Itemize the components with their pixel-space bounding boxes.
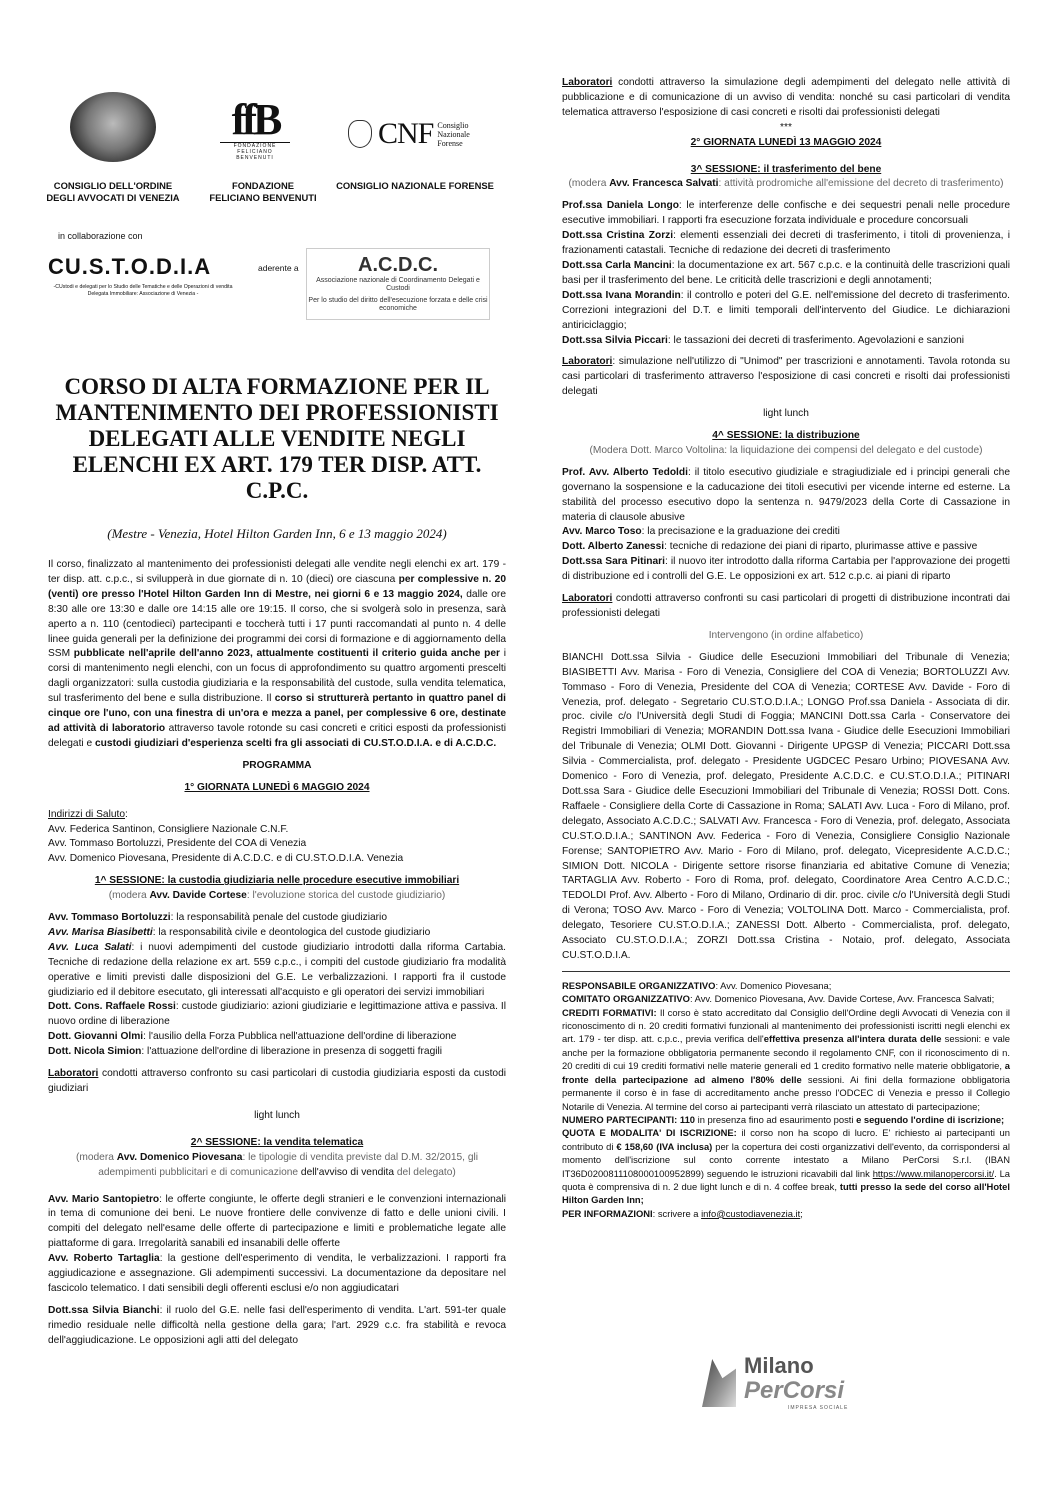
custodia-name: CU.S.T.O.D.I.A (48, 254, 212, 279)
left-column (46, 70, 507, 1346)
milano-percorsi-logo (702, 1347, 882, 1417)
collab-label: in collaborazione con (58, 231, 143, 241)
day1-heading: 1° GIORNATA LUNEDÌ 6 MAGGIO 2024 (184, 781, 370, 793)
org-coa-venezia: CONSIGLIO DELL'ORDINE DEGLI AVVOCATI DI VENEZIA (46, 180, 180, 203)
aderente-label: aderente a (258, 263, 299, 273)
separator-stars: *** (780, 121, 792, 133)
info-contatti: PER INFORMAZIONI: scrivere a info@custodiavenezia.it; (562, 1207, 803, 1219)
mpc-text3: IMPRESA SOCIALE (788, 1405, 849, 1411)
left-body (48, 558, 506, 1349)
info-comitato: COMITATO ORGANIZZATIVO: Avv. Domenico Piovesana, Avv. Davide Cortese, Avv. Francesca Salvati; (562, 993, 995, 1005)
programma-heading: PROGRAMMA (242, 759, 312, 771)
session2-title: 2^ SESSIONE: la vendita telematica (190, 1136, 364, 1148)
custodia-tag: -CUstodi e delegati per lo Studio delle Tematiche e delle Operazioni di vendita Delegata Immobiliare: Associazione di Venezia - (53, 284, 233, 297)
session1-title: 1^ SESSIONE: la custodia giudiziaria nelle procedure esecutive immobiliari (94, 875, 460, 887)
session3-moderator: (modera Avv. Francesca Salvati: attività prodromiche all'emissione del decreto di trasferimento) (568, 178, 1004, 190)
lab-item: Laboratori condotti attraverso confronto su casi particolari di custodia giudiziaria esposti da custodi giudiziari (48, 1068, 506, 1094)
speaker-item: Dott.ssa Carla Mancini: la documentazione ex art. 567 c.p.c. e la continuità delle trascrizioni quali basi per il trasferimento del bene. Le criticità delle trascrizioni e degli annotamenti; (562, 259, 1010, 286)
divider (562, 971, 1010, 972)
info-resp: RESPONSABILE ORGANIZZATIVO: Avv. Domenico Piovesana; (562, 979, 832, 991)
info-partecipanti: NUMERO PARTECIPANTI: 110 in presenza fino ad esaurimento posti e seguendo l'ordine di iscrizione; (562, 1113, 1005, 1125)
venice-bar-seal-icon (70, 92, 156, 162)
right-column (562, 76, 1010, 1220)
speaker-item: Dott.ssa Ivana Morandin: il controllo e poteri del G.E. nell'emissione del decreto di trasferimento. Correzioni integrazioni del D.T. e limiti temporali dell'intervento del Giudice. Le dichiarazioni antiriciclaggio; (562, 289, 1010, 331)
saluti-line: Avv. Federica Santinon, Consigliere Nazionale C.N.F. (48, 823, 289, 835)
day2-heading: 2° GIORNATA LUNEDÌ 13 MAGGIO 2024 (690, 136, 882, 148)
speaker-item: Avv. Mario Santopietro: le offerte congiunte, le offerte degli stranieri e le convenzioni internazionali in tema di comunione dei beni. Le nuove frontiere delle convivenze di fatto e delle unioni civili. I compiti del delegato nell'esame delle offerte di partecipazione e limiti e problematiche legate alle piattaforme di gara. Irregolarità sanabili ed insanabili delle offerte (48, 1193, 506, 1250)
page-subtitle: (Mestre - Venezia, Hotel Hilton Garden Inn, 6 e 13 maggio 2024) (107, 526, 447, 541)
saluti-line: Avv. Tommaso Bortoluzzi, Presidente del COA di Venezia (48, 838, 307, 850)
speaker-item: Avv. Marisa Biasibetti: la responsabilità civile e deontologica del custode giudiziario (48, 926, 431, 938)
acdc-name: A.C.D.C. (358, 254, 438, 276)
speaker-item: Avv. Luca Salati: i nuovi adempimenti del custode giudiziario introdotti dalla riforma Cartabia. Tecniche di redazione della relazione ex art. 559 c.p.c., i compiti del custode giudiziario fra modalità operative e limiti previsti dalle disposizioni del G.E. Le verbalizzazioni. I rapporti fra il custode giudiziario ed il debitore esecutato, gli interessati all'acquisto e gli operatori dei servizi immobiliari (48, 941, 507, 998)
speaker-item: Prof.ssa Daniela Longo: le interferenze delle confische e dei sequestri penali nelle procedure esecutive immobiliari. I rapporti fra esecuzione forzata individuale e procedure concorsuali (562, 200, 1011, 227)
lab-item: Laboratori condotti attraverso la simulazione degli adempimenti del delegato nelle attività di pubblicazione e di comunicazione di un avviso di vendita: nonché su casi particolari di vendita telematica attraverso l'esposizione di casi concreti e risolti dai professionisti delegati (562, 77, 1010, 118)
session4-moderator: (Modera Dott. Marco Voltolina: la liquidazione dei compensi del delegato e del custode) (589, 444, 983, 456)
ffb-sub: FONDAZIONE FELICIANO BENVENUTI (220, 142, 290, 161)
acdc-sub2: Per lo studio del diritto dell'esecuzione forzata e delle crisi economiche (308, 297, 488, 312)
session2-moderator: (modera Avv. Domenico Piovesana: le tipologie di vendita previste dal D.M. 32/2015, gli adempimenti pubblicitari e di comunicazione dell'avviso di vendita del delegato) (75, 1151, 479, 1178)
session3-title: 3^ SESSIONE: il trasferimento del bene (690, 163, 882, 175)
cnf-mark: CNF (378, 117, 434, 150)
speaker-item: Dott. Nicola Simion: l'attuazione dell'ordine di liberazione in presenza di soggetti fragili (48, 1046, 443, 1058)
cnf-emblem-icon (348, 120, 372, 148)
ffb-mark: ffB (231, 95, 279, 144)
email-link[interactable]: info@custodiavenezia.it (701, 1207, 801, 1219)
info-crediti: CREDITI FORMATIVI: Il corso è stato accreditato dal Consiglio dell'Ordine degli Avvocati di Venezia con il riconoscimento di n. 20 crediti formativi funzionali al mantenimento dei professionisti iscritti negli elenchi ex art. 179 - ter disp. att. c.p.c., previa verifica dell'effettiva presenza all'intera durata delle sessioni: e vale anche per la formazione obbligatoria permanente secondo il regolamento CNF, con il riconoscimento di n. 20 crediti di cui 19 crediti formativi nelle materie generali ed 1 credito formativo nelle materie obbligatorie, a fronte della partecipazione ad almeno l'80% delle sessioni. Ai fini della formazione obbligatoria permanente il corso è in fase di accreditamento anche presso l'ODCEC di Venezia e presso il Collegio Notarile di Venezia. Al termine del corso ai partecipanti verrà rilasciato un attestato di partecipazione; (562, 1006, 1011, 1112)
acdc-logo (306, 248, 490, 320)
custodia-logo (48, 254, 238, 298)
speaker-item: Dott.ssa Sara Pitinari: il nuovo iter introdotto dalla riforma Cartabia per l'approvazione dei progetti di distribuzione ed i controlli del G.E. Le opposizioni ex art. 512 c.p.c. ai piani di riparto (562, 556, 1011, 583)
speaker-item: Dott.ssa Silvia Bianchi: il ruolo del G.E. nelle fasi dell'esperimento di vendita. L'art. 591-ter quale rimedio residuale nelle difficoltà nella gestione della gara; l'art. 2929 c.c. fra stabilità e revoca dell'aggiudicazione. Le opposizioni agli atti del delegato (48, 1304, 506, 1346)
page-title: CORSO DI ALTA FORMAZIONE PER IL MANTENIMENTO DEI PROFESSIONISTI DELEGATI ALLE VENDITE NEGLI ELENCHI EX ART. 179 TER DISP. ATT. C.P.C. (55, 374, 499, 503)
saluti-label: Indirizzi di Saluto: (48, 808, 128, 820)
lab-item: Laboratori condotti attraverso confronti su casi particolari di progetti di distribuzione incontrati dai professionisti delegati (562, 593, 1010, 619)
speaker-item: Dott. Alberto Zanessi: tecniche di redazione dei piani di riparto, plurimasse attive e passive (562, 541, 978, 553)
speaker-item: Dott.ssa Silvia Piccari: le tassazioni dei decreti di trasferimento. Agevolazioni e sanzioni (562, 334, 965, 346)
org-cnf: CONSIGLIO NAZIONALE FORENSE (336, 180, 494, 191)
info-quota: QUOTA E MODALITA' DI ISCRIZIONE: il corso non ha scopo di lucro. E' richiesto ai partecipanti un contributo di € 158,60 (IVA inclusa) per la copertura dei costi organizzativi dell'evento, da corrispondersi al momento dell'iscrizione sul conto corrente intestato a Milano PerCorsi S.r.l. (IBAN IT36D0200811108000100952899) seguendo le istruzioni ricavabili dal link https://www.milanopercorsi.it/. La quota è comprensiva di n. 2 due light lunch e di n. 4 coffee break, tutti presso la sede del corso all'Hotel Hilton Garden Inn; (562, 1127, 1011, 1206)
speaker-item: Prof. Avv. Alberto Tedoldi: il titolo esecutivo giudiziale e stragiudiziale ed i principi generali che governano la sospensione e la caducazione dei titoli esecutivi per vicende interne ed esterne. La stabilità del processo esecutivo dopo la sentenza n. 9479/2023 della Corte di Cassazione in materia di clausole abusive (562, 466, 1010, 523)
mpc-text1: Milano (744, 1353, 814, 1378)
speaker-item: Dott.ssa Cristina Zorzi: elementi essenziali dei decreti di trasferimento, i titoli di provenienza, i frazionamenti catastali. Tecniche di redazione dei decreti di trasferimento (562, 230, 1010, 257)
intro-paragraph: Il corso, finalizzato al mantenimento dei professionisti delegati alle vendite negli elenchi ex art. 179 - ter disp. att. c.p.c., si svilupperà in due giornate di n. 10 (dieci) ore ciascuna per complessive n. 20 (venti) ore presso l'Hotel Hilton Garden Inn di Mestre, nei giorni 6 e 13 maggio 2024, dalle ore 8:30 alle ore 13:30 e dalle ore 14:15 alle ore 19:15. Il corso, che si svolgerà solo in presenza, sarà aperto a n. 110 (centodieci) partecipanti e toccherà tutti i 17 punti raccomandati al punto n. 4 delle linee guida generali per la definizione dei programmi dei corsi di formazione e di aggiornamento della SSM pubblicate nell'aprile dell'anno 2023, attualmente costituenti il criterio guida anche per i corsi di mantenimento negli elenchi, con un focus di approfondimento su quattro argomenti prescelti dagli organizzatori: sulla custodia giudiziaria e la responsabilità del custode, sulla vendita telematica, sul trasferimento del bene e sulla distribuzione. Il corso si strutturerà pertanto in quattro panel di cinque ore l'uno, con una finestra di un'ora e mezza a panel, per complessive 6 ore, destinate ad attività di laboratorio attraverso tavole rotonde su casi concreti e critici esposti da professionisti delegati e custodi giudiziari d'esperienza scelti fra gli associati di CU.ST.O.D.I.A. e di A.C.D.C. (48, 559, 506, 749)
session1-moderator: (modera Avv. Davide Cortese: l'evoluzione storica del custode giudiziario) (108, 890, 446, 902)
lunch-label: light lunch (763, 408, 809, 420)
mpc-text2: PerCorsi (744, 1377, 845, 1404)
ffb-logo (220, 95, 290, 161)
saluti-line: Avv. Domenico Piovesana, Presidente di A.C.D.C. e di CU.ST.O.D.I.A. Venezia (48, 853, 404, 865)
speaker-item: Dott. Cons. Raffaele Rossi: custode giudiziario: azioni giudiziarie e legittimazione attiva e passiva. Il nuovo ordine di liberazione (48, 1001, 506, 1028)
cnf-small: Consiglio Nazionale Forense (437, 120, 470, 148)
cnf-logo (348, 114, 488, 154)
intervengono-title: Intervengono (in ordine alfabetico) (708, 629, 864, 641)
intervengono-list: BIANCHI Dott.ssa Silvia - Giudice delle Esecuzioni Immobiliari del Tribunale di Venezia; BIASIBETTI Avv. Marisa - Foro di Venezia, Consigliere del COA di Venezia; BORTOLUZZI Avv. Tommaso - Foro di Venezia, Presidente del COA di Venezia; CORTESE Avv. Davide - Foro di Venezia, prof. delegato - Segretario CU.ST.O.D.I.A.; LONGO Prof.ssa Daniela - Associata di dir. proc. civile c/o l'Università degli Studi di Foggia; MANCINI Dott.ssa Carla - Conservatore dei Registri Immobiliari di Venezia; MORANDIN Dott.ssa Ivana - Giudice delle Esecuzioni Immobiliari del Tribunale di Venezia; OLMI Dott. Giovanni - Dirigente UPGSP di Venezia; PICCARI Dott.ssa Silvia - Commercialista, prof. delegato - Presidente UGDCEC Pesaro Urbino; PIOVESANA Avv. Domenico - Foro di Venezia, prof. delegato, Presidente A.C.D.C. e CU.ST.O.D.I.A.; PITINARI Dott.ssa Sara - Giudice delle Esecuzioni Immobiliari del Tribunale di Venezia; ROSSI Dott. Cons. Raffaele - Consigliere della Corte di Cassazione in Roma; SALATI Avv. Luca - Foro di Milano, prof. delegato, Associato A.C.D.C.; SALVATI Avv. Francesca - Foro di Venezia, prof. delegato, Associata CU.ST.O.D.I.A.; SANTINON Avv. Federica - Foro di Venezia, Consigliere Consiglio Nazionale Forense; SANTOPIETRO Avv. Mario - Foro di Milano, prof. delegato, Vicepresidente A.C.D.C.; SIMION Dott. NICOLA - Dirigente settore risorse finanziaria ed abitative Comune di Venezia; TARTAGLIA Avv. Roberto - Foro di Roma, prof. delegato, Coordinatore Area Centro A.C.D.C.; TEDOLDI Prof. Avv. Alberto - Foro di Milano, Ordinario di dir. proc. civile c/o l'Università degli Studi di Verona; TOSO Avv. Marco - Foro di Venezia; VOLTOLINA Dott. Marco - Commercialista, prof. delegato, Tesoriere CU.ST.O.D.I.A.; ZANESSI Dott. Alberto - Commercialista, prof. delegato, Associato CU.ST.O.D.I.A.; ZORZI Dott.ssa Cristina - Notaio, prof. delegato, Associata CU.ST.O.D.I.A. (562, 651, 1010, 961)
speaker-item: Avv. Marco Toso: la precisazione e la graduazione dei crediti (562, 526, 840, 538)
lunch-label: light lunch (254, 1109, 300, 1121)
lab-item: Laboratori: simulazione nell'utilizzo di "Unimod" per trascrizioni e annotamenti. Tavola rotonda su casi particolari di trasferimento attraverso l'esposizione di casi concreti e risolti dai professionisti delegati (562, 356, 1010, 398)
acdc-sub: Associazione nazionale di Coordinamento Delegati e Custodi (316, 277, 480, 292)
speaker-item: Avv. Tommaso Bortoluzzi: la responsabilità penale del custode giudiziario (48, 912, 387, 924)
org-fondazione: FONDAZIONE FELICIANO BENVENUTI (209, 180, 317, 203)
session4-title: 4^ SESSIONE: la distribuzione (712, 430, 860, 442)
milanopercorsi-link[interactable]: https://www.milanopercorsi.it/ (872, 1167, 995, 1179)
speaker-item: Avv. Roberto Tartaglia: la gestione dell'esperimento di vendita, le verbalizzazioni. I rapporti fra aggiudicazione e assegnazione. Gli adempimenti successivi. La documentazione da depositare nel fascicolo telematico. I dati sensibili degli offerenti esclusi e/o non aggiudicatari (48, 1253, 506, 1294)
milano-percorsi-mark-icon (702, 1359, 736, 1407)
speaker-item: Dott. Giovanni Olmi: l'ausilio della Forza Pubblica nell'attuazione dell'ordine di liberazione (48, 1031, 457, 1043)
